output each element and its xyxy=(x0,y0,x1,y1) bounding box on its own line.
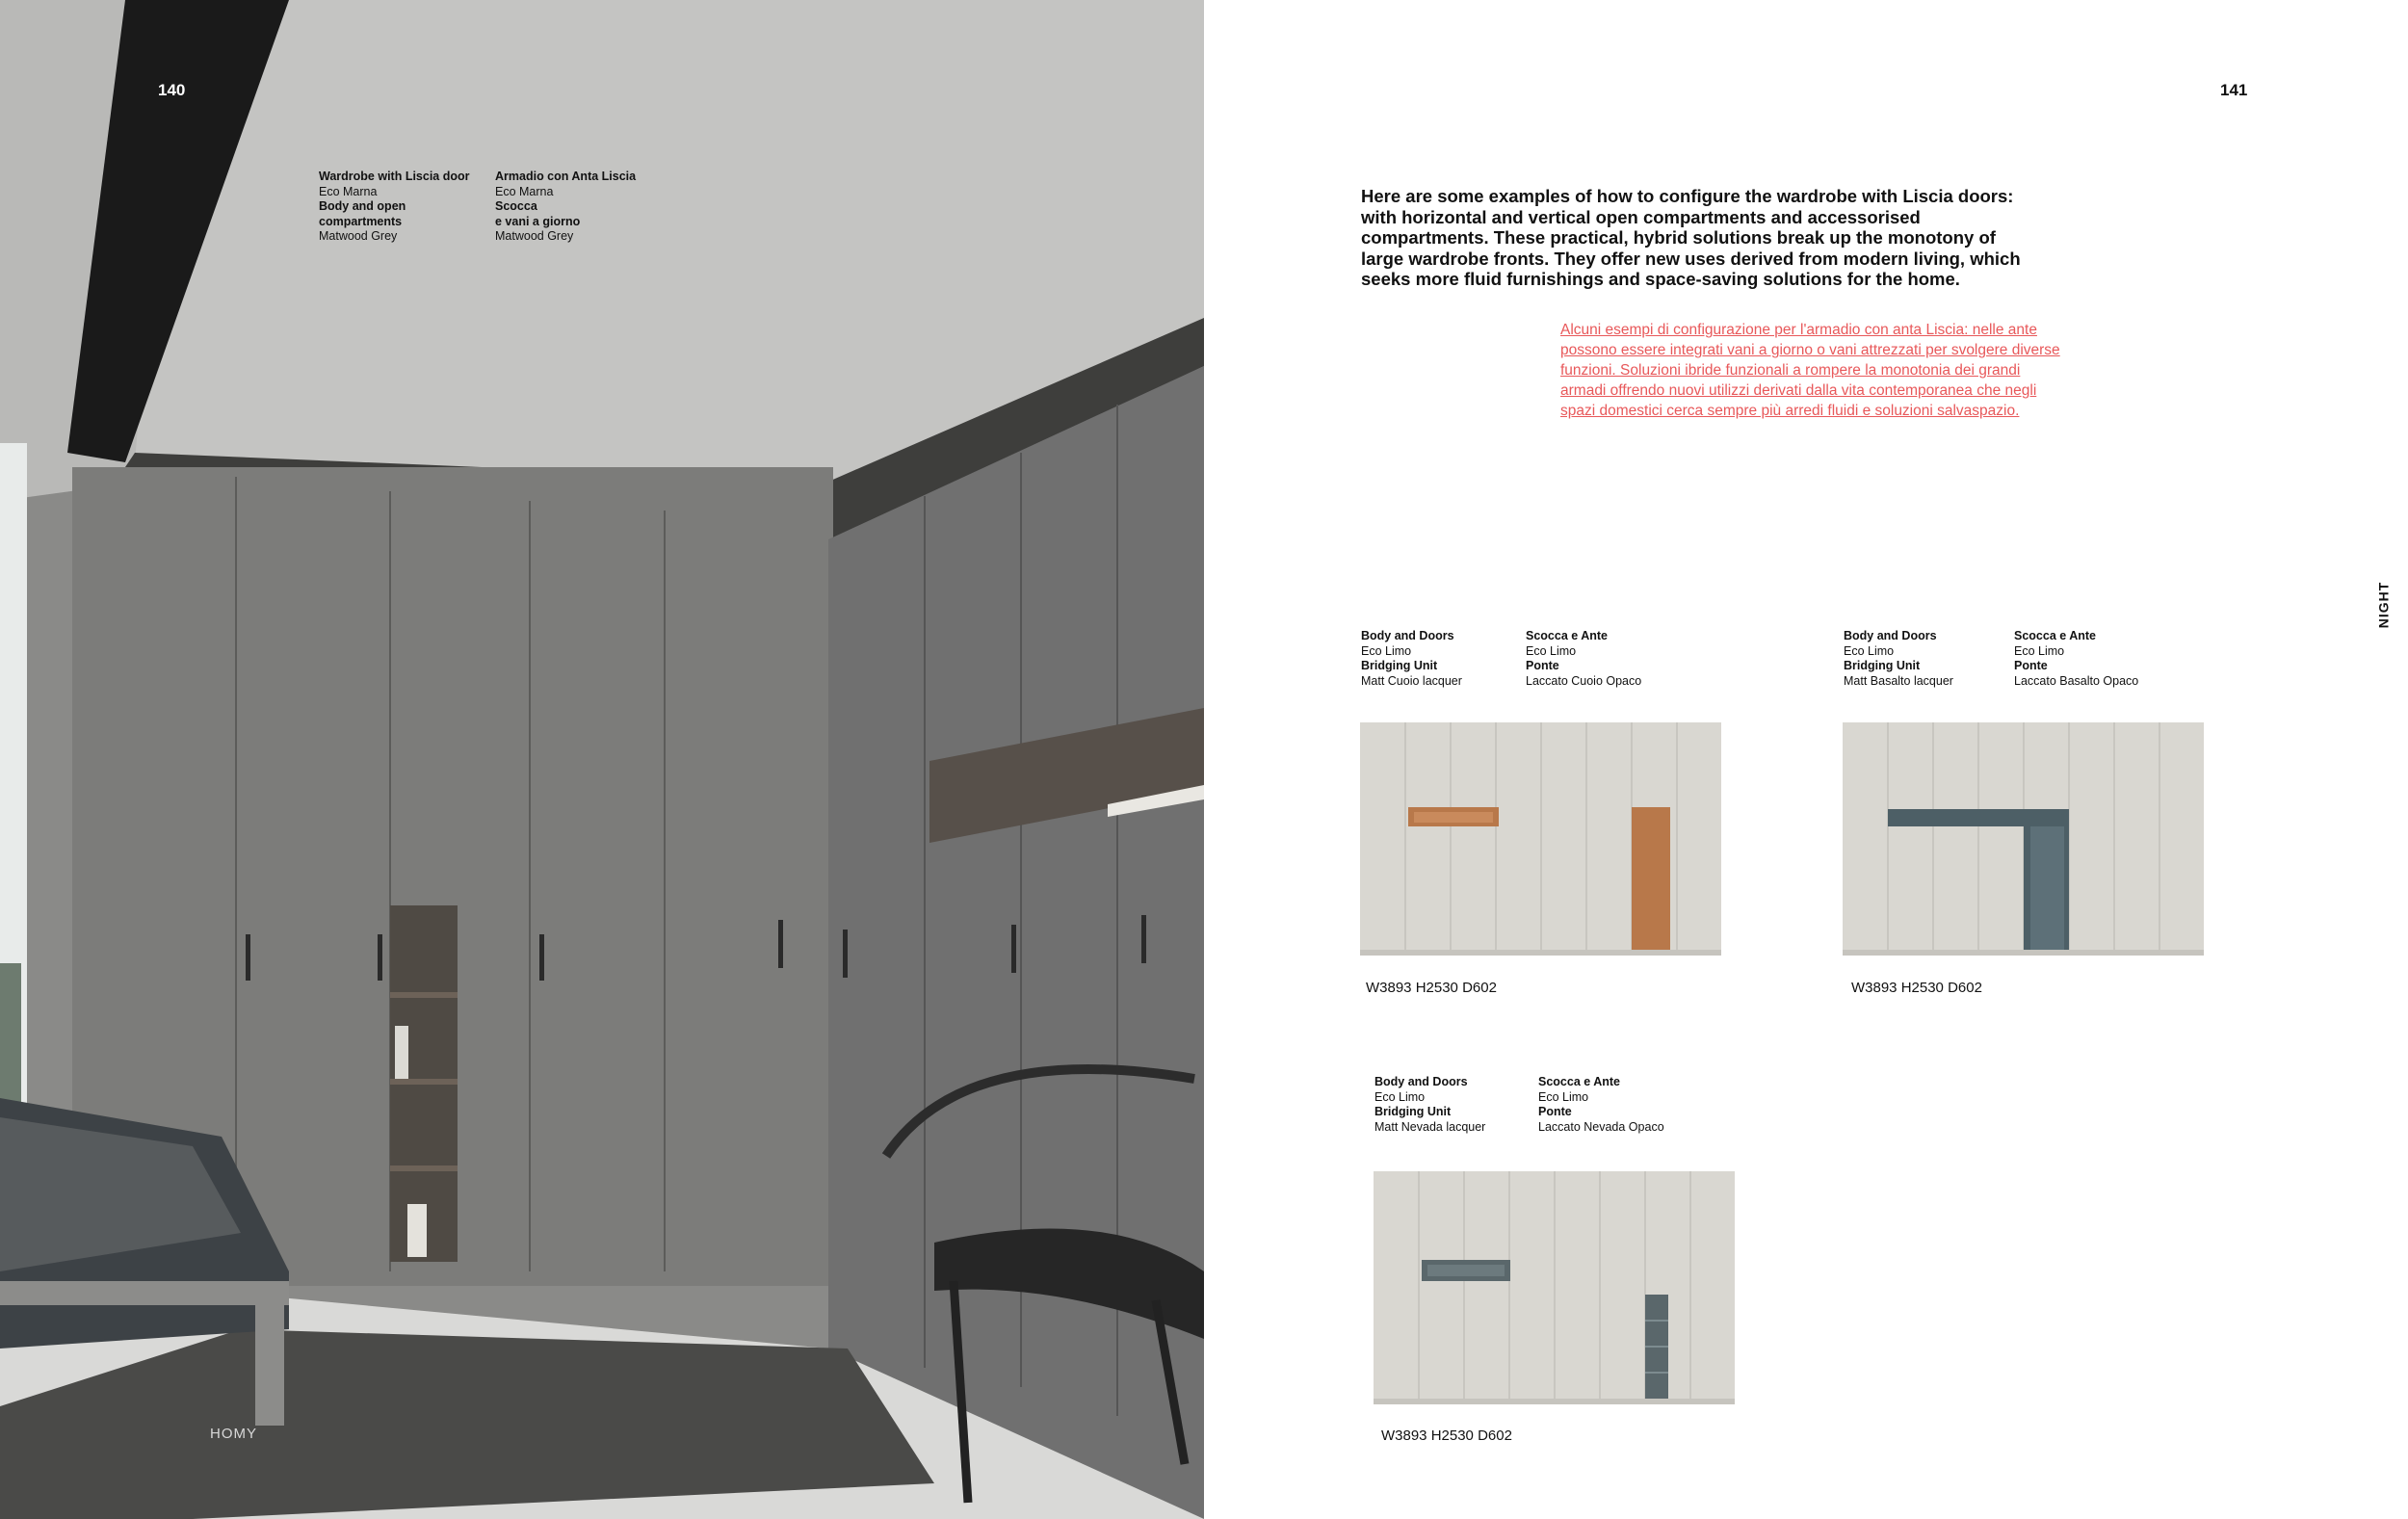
config-3-wardrobe-illustration xyxy=(1374,1171,1738,1407)
config-1-en-value-2: Matt Cuoio lacquer xyxy=(1361,673,1462,688)
config-1-spec-it xyxy=(1526,629,1641,689)
config-1-it-value-1: Eco Limo xyxy=(1526,643,1577,658)
config-2-it-value-1: Eco Limo xyxy=(2014,643,2065,658)
config-1-en-title-1: Body and Doors xyxy=(1361,629,1454,642)
config-2-dimensions: W3893 H2530 D602 xyxy=(1851,980,1982,996)
intro-italian: Alcuni esempi di configurazione per l'armadio con anta Liscia: nelle ante possono essere integrati vani a giorno o vani attrezzati per svolgere diverse funzioni. Soluzioni ibride funzionali a rompere la monotonia dei grandi armadi offrendo nuovi utilizzi derivati dalla vita contemporanea che negli spazi domestici cerca sempre più arredi fluidi e soluzioni salvaspazio. xyxy=(1560,322,2060,419)
caption-en-subtitle-2: compartments xyxy=(319,214,403,228)
caption-it-subtitle-1: Scocca xyxy=(495,199,537,213)
caption-it-finish: Eco Marna xyxy=(495,184,554,198)
intro-english: Here are some examples of how to configure the wardrobe with Liscia doors: with horizontal and vertical open compartments and accessorised compartments. These practical, hybrid solutions break up the monotony of large wardrobe fronts. They offer new uses derived from modern living, which seeks more fluid furnishings and space-saving solutions for the home. xyxy=(1361,186,2021,289)
page-number-right: 141 xyxy=(2220,81,2248,99)
caption-italian xyxy=(495,170,668,245)
config-3-spec-en xyxy=(1374,1075,1485,1135)
caption-english xyxy=(319,170,497,245)
config-2-en-value-2: Matt Basalto lacquer xyxy=(1844,673,1953,688)
config-2-spec-en xyxy=(1844,629,1953,689)
config-3-en-value-2: Matt Nevada lacquer xyxy=(1374,1119,1486,1134)
config-2-wardrobe-illustration xyxy=(1843,722,2207,958)
section-side-label xyxy=(2371,578,2400,636)
config-3-it-value-2: Laccato Nevada Opaco xyxy=(1538,1119,1664,1134)
caption-it-finish-2: Matwood Grey xyxy=(495,229,574,243)
caption-it-subtitle-2: e vani a giorno xyxy=(495,214,581,228)
config-2-en-title-1: Body and Doors xyxy=(1844,629,1937,642)
config-3-en-title-1: Body and Doors xyxy=(1374,1075,1468,1088)
brand-watermark: HOMY xyxy=(210,1426,257,1442)
config-2-it-value-2: Laccato Basalto Opaco xyxy=(2014,673,2139,688)
config-2-en-value-1: Eco Limo xyxy=(1844,643,1895,658)
config-1-it-value-2: Laccato Cuoio Opaco xyxy=(1526,673,1642,688)
config-1-en-value-1: Eco Limo xyxy=(1361,643,1412,658)
caption-en-title: Wardrobe with Liscia door xyxy=(319,170,470,183)
config-2-en-title-2: Bridging Unit xyxy=(1844,659,1921,672)
page-number-left: 140 xyxy=(158,81,186,99)
config-3-dimensions: W3893 H2530 D602 xyxy=(1381,1427,1512,1444)
config-1-spec-en xyxy=(1361,629,1462,689)
config-3-it-title-1: Scocca e Ante xyxy=(1538,1075,1620,1088)
config-1-wardrobe-illustration xyxy=(1360,722,1724,958)
config-3-it-title-2: Ponte xyxy=(1538,1105,1572,1118)
caption-en-finish-2: Matwood Grey xyxy=(319,229,398,243)
config-3-spec-it xyxy=(1538,1075,1664,1135)
caption-en-subtitle-1: Body and open xyxy=(319,199,406,213)
config-3-en-title-2: Bridging Unit xyxy=(1374,1105,1452,1118)
config-1-dimensions: W3893 H2530 D602 xyxy=(1366,980,1497,996)
config-2-it-title-2: Ponte xyxy=(2014,659,2048,672)
config-2-spec-it xyxy=(2014,629,2138,689)
section-label-text: NIGHT xyxy=(2375,581,2392,629)
config-1-it-title-1: Scocca e Ante xyxy=(1526,629,1608,642)
caption-it-title: Armadio con Anta Liscia xyxy=(495,170,637,183)
caption-en-finish: Eco Marna xyxy=(319,184,378,198)
config-3-it-value-1: Eco Limo xyxy=(1538,1089,1589,1104)
config-1-it-title-2: Ponte xyxy=(1526,659,1559,672)
config-1-en-title-2: Bridging Unit xyxy=(1361,659,1438,672)
config-3-en-value-1: Eco Limo xyxy=(1374,1089,1426,1104)
config-2-it-title-1: Scocca e Ante xyxy=(2014,629,2096,642)
